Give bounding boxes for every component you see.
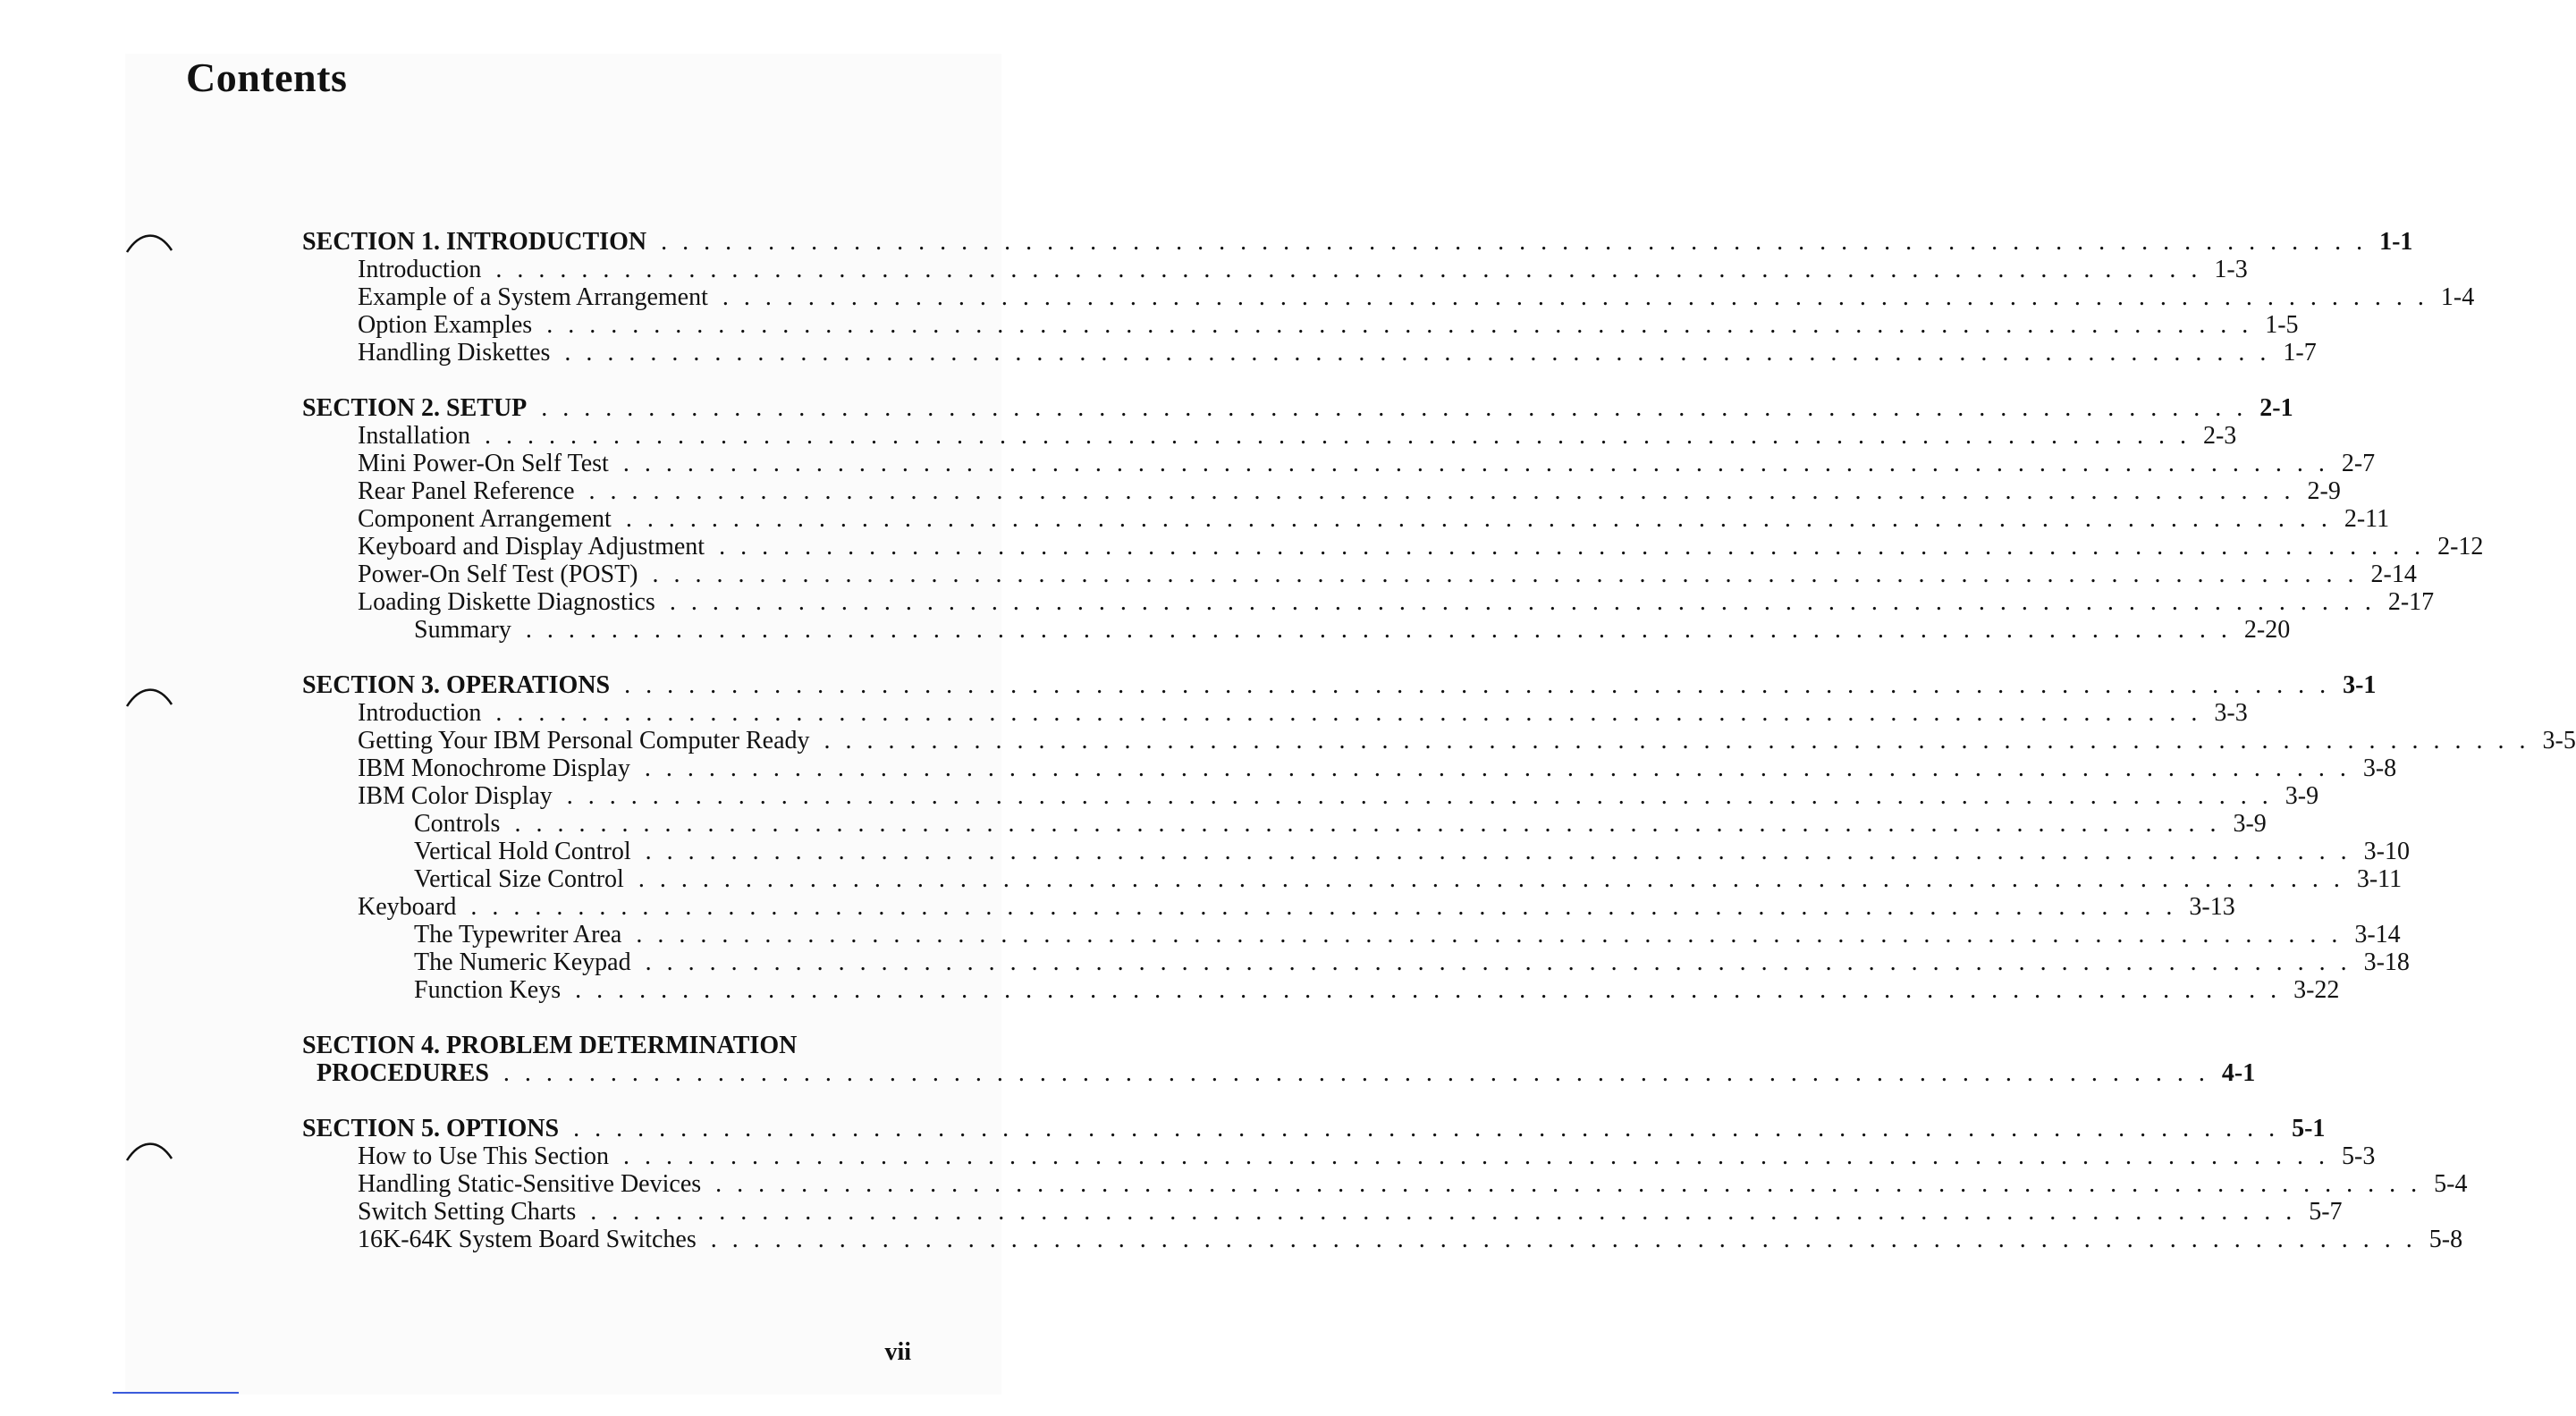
toc-subentry-label: Vertical Hold Control [414, 838, 631, 865]
dot-leader: . . . . . . . . . . . . . . . . . . . . . . . . . . . . . . . . . . . . . . . . . . . . . . . . . . . . . . . . . . . . . . . . . . . . . . . . . . . . . . . . [669, 588, 2376, 616]
dot-leader: . . . . . . . . . . . . . . . . . . . . . . . . . . . . . . . . . . . . . . . . . . . . . . . . . . . . . . . . . . . . . . . . . . . . . . . . . . . . . . . . [546, 311, 2253, 339]
toc-entry-page-ref: 5-8 [2428, 1226, 2463, 1253]
toc-entry[interactable] [302, 505, 2390, 533]
toc-entry-label: IBM Color Display [358, 782, 553, 810]
dot-leader: . . . . . . . . . . . . . . . . . . . . . . . . . . . . . . . . . . . . . . . . . . . . . . . . . . . . . . . . . . . . . . . . . . . . . . . . . . . . . . . . [541, 394, 2248, 422]
dot-leader: . . . . . . . . . . . . . . . . . . . . . . . . . . . . . . . . . . . . . . . . . . . . . . . . . . . . . . . . . . . . . . . . . . . . . . . . . . . . . . . . [644, 754, 2351, 782]
toc-subentry[interactable] [302, 948, 2410, 976]
dot-leader: . . . . . . . . . . . . . . . . . . . . . . . . . . . . . . . . . . . . . . . . . . . . . . . . . . . . . . . . . . . . . . . . . . . . . . . . . . . . . . . . [495, 256, 2202, 283]
toc-subentry[interactable] [302, 838, 2410, 865]
toc-entry-label: Getting Your IBM Personal Computer Ready [358, 727, 810, 754]
toc-entry[interactable] [302, 1226, 2463, 1253]
toc-subentry-page-ref: 3-22 [2293, 976, 2340, 1004]
toc-entry[interactable] [302, 699, 2248, 727]
dot-leader: . . . . . . . . . . . . . . . . . . . . . . . . . . . . . . . . . . . . . . . . . . . . . . . . . . . . . . . . . . . . . . . . . . . . . . . . . . . . . . . . [623, 1142, 2330, 1170]
toc-entry[interactable] [302, 422, 2237, 450]
section-heading[interactable] [302, 671, 2377, 699]
dot-leader: . . . . . . . . . . . . . . . . . . . . . . . . . . . . . . . . . . . . . . . . . . . . . . . . . . . . . . . . . . . . . . . . . . . . . . . . . . . . . . . . [588, 477, 2295, 505]
dot-leader: . . . . . . . . . . . . . . . . . . . . . . . . . . . . . . . . . . . . . . . . . . . . . . . . . . . . . . . . . . . . . . . . . . . . . . . . . . . . . . . . [503, 1059, 2209, 1087]
toc-entry-label: Switch Setting Charts [358, 1198, 577, 1226]
dot-leader: . . . . . . . . . . . . . . . . . . . . . . . . . . . . . . . . . . . . . . . . . . . . . . . . . . . . . . . . . . . . . . . . . . . . . . . . . . . . . . . . [564, 339, 2271, 367]
toc-entry-label: Keyboard and Display Adjustment [358, 533, 705, 560]
toc-entry[interactable] [302, 754, 2397, 782]
toc-entry-label: How to Use This Section [358, 1142, 610, 1170]
toc-subentry-page-ref: 2-20 [2243, 616, 2291, 644]
dot-leader: . . . . . . . . . . . . . . . . . . . . . . . . . . . . . . . . . . . . . . . . . . . . . . . . . . . . . . . . . . . . . . . . . . . . . . . . . . . . . . . . [652, 560, 2359, 588]
tab-marker-1 [125, 229, 175, 254]
toc-subentry[interactable] [302, 921, 2401, 948]
dot-leader: . . . . . . . . . . . . . . . . . . . . . . . . . . . . . . . . . . . . . . . . . . . . . . . . . . . . . . . . . . . . . . . . . . . . . . . . . . . . . . . . [722, 283, 2428, 311]
toc-subentry-label: Vertical Size Control [414, 865, 624, 893]
toc-subentry-label: The Typewriter Area [414, 921, 622, 948]
section-heading-page-ref: 1-1 [2379, 228, 2413, 256]
section-heading-label: SECTION 1. INTRODUCTION [302, 228, 647, 256]
toc-entry-page-ref: 5-3 [2342, 1142, 2376, 1170]
section-heading-label: SECTION 3. OPERATIONS [302, 671, 611, 699]
toc-entry[interactable] [302, 283, 2475, 311]
dot-leader: . . . . . . . . . . . . . . . . . . . . . . . . . . . . . . . . . . . . . . . . . . . . . . . . . . . . . . . . . . . . . . . . . . . . . . . . . . . . . . . . [622, 450, 2329, 477]
toc-subentry-page-ref: 3-18 [2363, 948, 2410, 976]
toc-entry[interactable] [302, 533, 2484, 560]
toc-entry[interactable] [302, 893, 2235, 921]
toc-entry[interactable] [302, 256, 2248, 283]
toc-entry-label: 16K-64K System Board Switches [358, 1226, 697, 1253]
toc-entry[interactable] [302, 339, 2317, 367]
toc-entry-label: Keyboard [358, 893, 457, 921]
dot-leader: . . . . . . . . . . . . . . . . . . . . . . . . . . . . . . . . . . . . . . . . . . . . . . . . . . . . . . . . . . . . . . . . . . . . . . . . . . . . . . . . [624, 671, 2331, 699]
toc-subentry[interactable] [302, 976, 2340, 1004]
dot-leader: . . . . . . . . . . . . . . . . . . . . . . . . . . . . . . . . . . . . . . . . . . . . . . . . . . . . . . . . . . . . . . . . . . . . . . . . . . . . . . . . [573, 1115, 2280, 1142]
toc-entry-page-ref: 5-4 [2434, 1170, 2468, 1198]
section-heading[interactable] [302, 228, 2413, 256]
toc-entry-label: Option Examples [358, 311, 533, 339]
dot-leader: . . . . . . . . . . . . . . . . . . . . . . . . . . . . . . . . . . . . . . . . . . . . . . . . . . . . . . . . . . . . . . . . . . . . . . . . . . . . . . . . [636, 921, 2343, 948]
page-number: vii [884, 1338, 911, 1366]
toc-entry-label: Mini Power-On Self Test [358, 450, 609, 477]
toc-entry-page-ref: 1-4 [2440, 283, 2475, 311]
toc-entry-label: IBM Monochrome Display [358, 754, 630, 782]
toc-subentry[interactable] [302, 865, 2403, 893]
dot-leader: . . . . . . . . . . . . . . . . . . . . . . . . . . . . . . . . . . . . . . . . . . . . . . . . . . . . . . . . . . . . . . . . . . . . . . . . . . . . . . . . [470, 893, 2177, 921]
toc-entry[interactable] [302, 1142, 2376, 1170]
toc-entry-label: Rear Panel Reference [358, 477, 575, 505]
toc-subentry[interactable] [302, 810, 2267, 838]
toc-entry-page-ref: 3-8 [2362, 754, 2397, 782]
section-spacer [302, 644, 912, 671]
toc-entry-label: Installation [358, 422, 470, 450]
page-title: Contents [186, 55, 348, 100]
toc-entry-page-ref: 5-7 [2309, 1198, 2343, 1226]
toc-entry-page-ref: 1-3 [2214, 256, 2248, 283]
dot-leader: . . . . . . . . . . . . . . . . . . . . . . . . . . . . . . . . . . . . . . . . . . . . . . . . . . . . . . . . . . . . . . . . . . . . . . . . . . . . . . . . [645, 838, 2352, 865]
toc-subentry-label: Summary [414, 616, 511, 644]
dot-leader: . . . . . . . . . . . . . . . . . . . . . . . . . . . . . . . . . . . . . . . . . . . . . . . . . . . . . . . . . . . . . . . . . . . . . . . . . . . . . . . . [645, 948, 2352, 976]
toc-subentry-page-ref: 3-10 [2363, 838, 2410, 865]
section-heading-label: SECTION 5. OPTIONS [302, 1115, 560, 1142]
dot-leader: . . . . . . . . . . . . . . . . . . . . . . . . . . . . . . . . . . . . . . . . . . . . . . . . . . . . . . . . . . . . . . . . . . . . . . . . . . . . . . . . [823, 727, 2530, 754]
toc-entry-page-ref: 2-12 [2437, 533, 2484, 560]
section-heading-page-ref: 5-1 [2292, 1115, 2326, 1142]
dot-leader: . . . . . . . . . . . . . . . . . . . . . . . . . . . . . . . . . . . . . . . . . . . . . . . . . . . . . . . . . . . . . . . . . . . . . . . . . . . . . . . . [566, 782, 2273, 810]
toc-entry[interactable] [302, 782, 2319, 810]
toc-entry-label: Loading Diskette Diagnostics [358, 588, 655, 616]
section-heading-page-ref: 2-1 [2259, 394, 2293, 422]
section-heading[interactable] [302, 1032, 912, 1059]
toc-entry[interactable] [302, 1170, 2468, 1198]
toc-entry[interactable] [302, 1198, 2343, 1226]
section-heading[interactable] [302, 1115, 2326, 1142]
dot-leader: . . . . . . . . . . . . . . . . . . . . . . . . . . . . . . . . . . . . . . . . . . . . . . . . . . . . . . . . . . . . . . . . . . . . . . . . . . . . . . . . [710, 1226, 2417, 1253]
toc-entry-label: Introduction [358, 256, 482, 283]
toc-entry-page-ref: 3-3 [2214, 699, 2248, 727]
toc-subentry[interactable] [302, 616, 2291, 644]
toc-entry-page-ref: 3-9 [2285, 782, 2319, 810]
toc-entry-page-ref: 2-17 [2387, 588, 2435, 616]
toc-entry-page-ref: 2-9 [2307, 477, 2341, 505]
dot-leader: . . . . . . . . . . . . . . . . . . . . . . . . . . . . . . . . . . . . . . . . . . . . . . . . . . . . . . . . . . . . . . . . . . . . . . . . . . . . . . . . [661, 228, 2368, 256]
toc-entry-page-ref: 3-5 [2542, 727, 2576, 754]
section-spacer [302, 367, 912, 394]
section-spacer [302, 1004, 912, 1032]
toc-entry-page-ref: 2-7 [2341, 450, 2376, 477]
toc-entry-page-ref: 2-3 [2202, 422, 2237, 450]
section-heading-continued-label: PROCEDURES [317, 1059, 489, 1087]
dot-leader: . . . . . . . . . . . . . . . . . . . . . . . . . . . . . . . . . . . . . . . . . . . . . . . . . . . . . . . . . . . . . . . . . . . . . . . . . . . . . . . . [590, 1198, 2297, 1226]
section-heading-continued[interactable] [302, 1059, 2256, 1087]
toc-entry-label: Component Arrangement [358, 505, 612, 533]
dot-leader: . . . . . . . . . . . . . . . . . . . . . . . . . . . . . . . . . . . . . . . . . . . . . . . . . . . . . . . . . . . . . . . . . . . . . . . . . . . . . . . . [514, 810, 2221, 838]
toc-entry-page-ref: 2-14 [2370, 560, 2417, 588]
dot-leader: . . . . . . . . . . . . . . . . . . . . . . . . . . . . . . . . . . . . . . . . . . . . . . . . . . . . . . . . . . . . . . . . . . . . . . . . . . . . . . . . [525, 616, 2232, 644]
section-heading-page-ref: 3-1 [2343, 671, 2377, 699]
section-heading[interactable] [302, 394, 2293, 422]
toc-entry-label: Power-On Self Test (POST) [358, 560, 638, 588]
table-of-contents [302, 228, 2576, 1253]
toc-subentry-page-ref: 3-11 [2356, 865, 2403, 893]
dot-leader: . . . . . . . . . . . . . . . . . . . . . . . . . . . . . . . . . . . . . . . . . . . . . . . . . . . . . . . . . . . . . . . . . . . . . . . . . . . . . . . . [484, 422, 2191, 450]
section-heading-label: SECTION 4. PROBLEM DETERMINATION [302, 1032, 798, 1059]
toc-entry[interactable] [302, 477, 2341, 505]
toc-entry[interactable] [302, 560, 2417, 588]
toc-entry[interactable] [302, 727, 2576, 754]
dot-leader: . . . . . . . . . . . . . . . . . . . . . . . . . . . . . . . . . . . . . . . . . . . . . . . . . . . . . . . . . . . . . . . . . . . . . . . . . . . . . . . . [715, 1170, 2422, 1198]
toc-subentry-label: The Numeric Keypad [414, 948, 631, 976]
toc-subentry-page-ref: 3-14 [2354, 921, 2401, 948]
toc-entry-label: Handling Diskettes [358, 339, 551, 367]
toc-entry-label: Example of a System Arrangement [358, 283, 708, 311]
dot-leader: . . . . . . . . . . . . . . . . . . . . . . . . . . . . . . . . . . . . . . . . . . . . . . . . . . . . . . . . . . . . . . . . . . . . . . . . . . . . . . . . [719, 533, 2426, 560]
toc-subentry-label: Function Keys [414, 976, 562, 1004]
dot-leader: . . . . . . . . . . . . . . . . . . . . . . . . . . . . . . . . . . . . . . . . . . . . . . . . . . . . . . . . . . . . . . . . . . . . . . . . . . . . . . . . [575, 976, 2282, 1004]
tab-marker-2 [125, 683, 175, 708]
toc-subentry-label: Controls [414, 810, 501, 838]
dot-leader: . . . . . . . . . . . . . . . . . . . . . . . . . . . . . . . . . . . . . . . . . . . . . . . . . . . . . . . . . . . . . . . . . . . . . . . . . . . . . . . . [638, 865, 2344, 893]
toc-entry-page-ref: 1-5 [2265, 311, 2299, 339]
tab-marker-3 [125, 1137, 175, 1162]
toc-entry-label: Introduction [358, 699, 482, 727]
dot-leader: . . . . . . . . . . . . . . . . . . . . . . . . . . . . . . . . . . . . . . . . . . . . . . . . . . . . . . . . . . . . . . . . . . . . . . . . . . . . . . . . [625, 505, 2332, 533]
section-spacer [302, 1087, 912, 1115]
section-heading-continued-page-ref: 4-1 [2221, 1059, 2256, 1087]
toc-entry-page-ref: 3-13 [2189, 893, 2235, 921]
footer-rule [113, 1392, 239, 1394]
toc-subentry-page-ref: 3-9 [2233, 810, 2267, 838]
dot-leader: . . . . . . . . . . . . . . . . . . . . . . . . . . . . . . . . . . . . . . . . . . . . . . . . . . . . . . . . . . . . . . . . . . . . . . . . . . . . . . . . [495, 699, 2202, 727]
toc-entry-label: Handling Static-Sensitive Devices [358, 1170, 702, 1198]
toc-entry[interactable] [302, 588, 2435, 616]
toc-entry[interactable] [302, 450, 2376, 477]
toc-entry[interactable] [302, 311, 2299, 339]
toc-entry-page-ref: 1-7 [2283, 339, 2317, 367]
toc-entry-page-ref: 2-11 [2344, 505, 2390, 533]
section-heading-label: SECTION 2. SETUP [302, 394, 528, 422]
